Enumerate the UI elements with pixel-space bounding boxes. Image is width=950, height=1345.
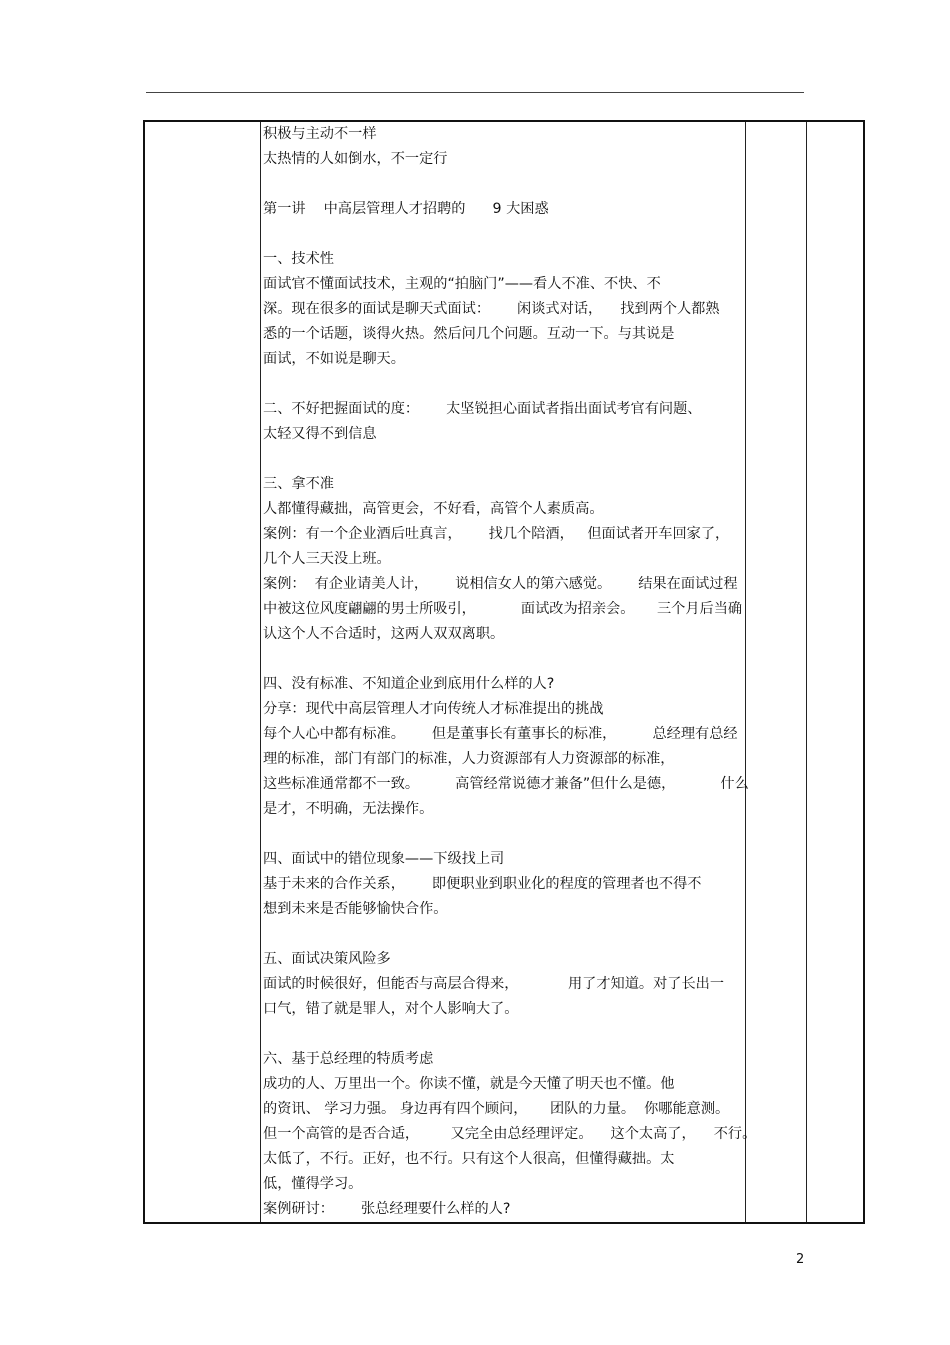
third-column-cell: [746, 121, 807, 1223]
text-line: 这些标准通常都不一致。 高管经常说德才兼备”但什么是德， 什么: [263, 776, 749, 792]
text-line: 但一个高管的是否合适， 又完全由总经理评定。 这个太高了， 不行。: [263, 1126, 757, 1142]
text-line: 太低了，不行。正好，也不行。只有这个人很高，但懂得藏拙。太: [263, 1151, 675, 1167]
text-line: 案例研讨： 张总经理要什么样的人?: [263, 1201, 511, 1217]
text-line: [263, 372, 741, 397]
text-line: 第一讲 中高层管理人才招聘的 9 大困惑: [263, 201, 549, 217]
body-text: [261, 122, 757, 1222]
text-line: [263, 922, 741, 947]
text-line: 理的标准，部门有部门的标准，人力资源部有人力资源部的标准，: [263, 751, 675, 767]
text-line: 的资讯、 学习力强。 身边再有四个顾问， 团队的力量。 你哪能意测。: [263, 1101, 730, 1117]
text-line: 五、面试决策风险多: [263, 951, 391, 967]
table-row: [144, 121, 864, 1223]
text-line: 基于未来的合作关系， 即便职业到职业化的程度的管理者也不得不: [263, 876, 702, 892]
text-line: [263, 822, 741, 847]
text-line: [263, 172, 741, 197]
text-line: 每个人心中都有标准。 但是董事长有董事长的标准， 总经理有总经: [263, 726, 738, 742]
text-line: 中被这位风度翩翩的男士所吸引， 面试改为招亲会。 三个月后当确: [263, 601, 743, 617]
text-column-cell: [261, 121, 757, 1223]
text-line: 一、技术性: [263, 251, 334, 267]
text-line: [263, 222, 741, 247]
text-line: 四、面试中的错位现象——下级找上司: [263, 851, 505, 867]
text-line: 认这个人不合适时，这两人双双离职。: [263, 626, 505, 642]
content-table: [143, 120, 865, 1224]
text-line: 面试的时候很好，但能否与高层合得来， 用了才知道。对了长出一: [263, 976, 725, 992]
text-line: 四、没有标准、不知道企业到底用什么样的人?: [263, 676, 555, 692]
text-line: [263, 647, 741, 672]
text-line: 面试官不懂面试技术，主观的“拍脑门”——看人不准、不快、不: [263, 276, 661, 292]
text-line: 案例：有一个企业酒后吐真言， 找几个陪酒， 但面试者开车回家了，: [263, 526, 730, 542]
left-column-cell: [144, 121, 261, 1223]
text-line: 几个人三天没上班。: [263, 551, 391, 567]
text-line: 案例： 有企业请美人计， 说相信女人的第六感觉。 结果在面试过程: [263, 576, 738, 592]
text-line: 分享：现代中高层管理人才向传统人才标准提出的挑战: [263, 701, 604, 717]
page-number: 2: [796, 1252, 805, 1267]
fourth-column-cell: [807, 121, 865, 1223]
text-line: 人都懂得藏拙，高管更会，不好看，高管个人素质高。: [263, 501, 604, 517]
text-line: 面试，不如说是聊天。: [263, 351, 405, 367]
text-line: 是才，不明确，无法操作。: [263, 801, 434, 817]
text-line: 想到未来是否能够愉快合作。: [263, 901, 448, 917]
header-rule: [146, 92, 804, 93]
text-line: [263, 1022, 741, 1047]
text-line: 二、不好把握面试的度： 太坚锐担心面试者指出面试考官有问题、: [263, 401, 702, 417]
text-line: 太轻又得不到信息: [263, 426, 377, 442]
text-line: 深。现在很多的面试是聊天式面试： 闲谈式对话， 找到两个人都熟: [263, 301, 720, 317]
text-line: 三、拿不准: [263, 476, 334, 492]
text-line: 六、基于总经理的特质考虑: [263, 1051, 434, 1067]
text-line: 太热情的人如倒水，不一定行: [263, 151, 448, 167]
text-line: 成功的人、万里出一个。你读不懂，就是今天懂了明天也不懂。他: [263, 1076, 675, 1092]
text-line: 低，懂得学习。: [263, 1176, 363, 1192]
text-line: 悉的一个话题，谈得火热。然后问几个问题。互动一下。与其说是: [263, 326, 675, 342]
text-line: 口气，错了就是罪人，对个人影响大了。: [263, 1001, 519, 1017]
text-line: 积极与主动不一样: [263, 126, 377, 142]
text-line: [263, 447, 741, 472]
